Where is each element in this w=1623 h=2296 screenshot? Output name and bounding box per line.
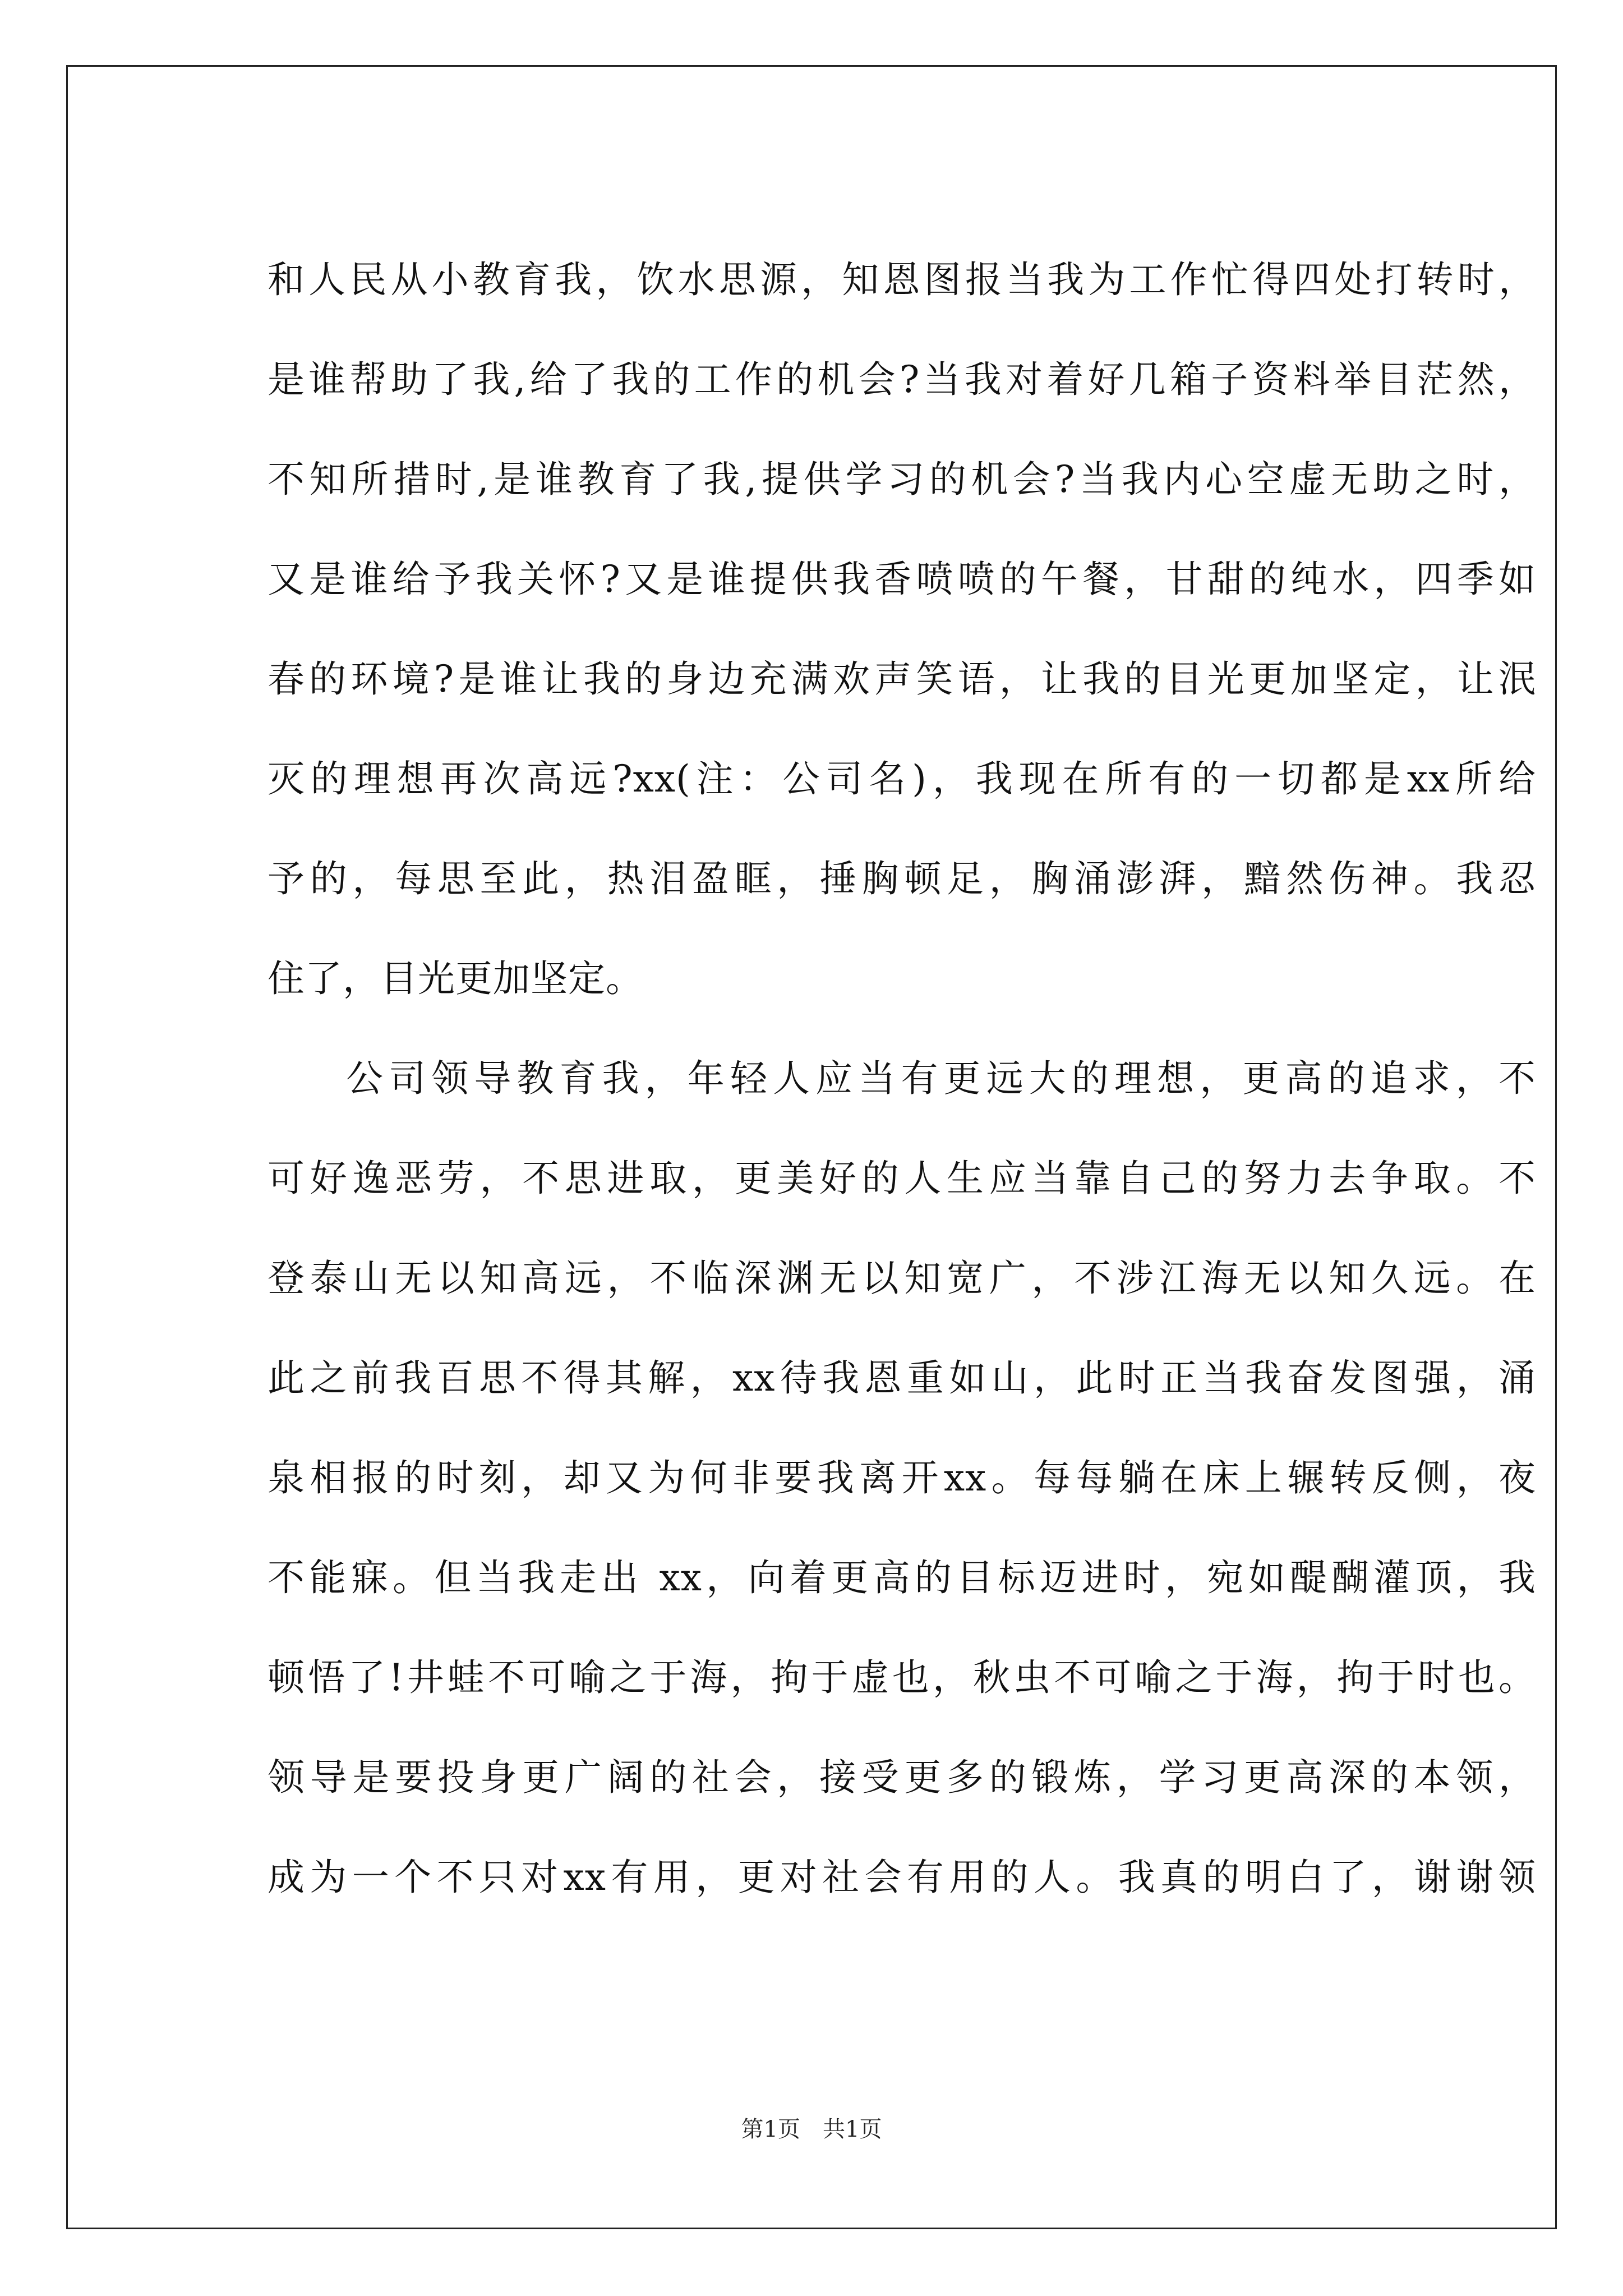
text-line: 予的，每思至此，热泪盈眶，捶胸顿足，胸涌澎湃，黯然伤神。我忍 bbox=[268, 857, 1536, 900]
text-line: 灭的理想再次高远?xx(注：公司名)，我现在所有的一切都是xx所给 bbox=[268, 757, 1536, 800]
text-line: 和人民从小教育我，饮水思源，知恩图报当我为工作忙得四处打转时， bbox=[268, 258, 1536, 301]
text-line: 又是谁给予我关怀?又是谁提供我香喷喷的午餐，甘甜的纯水，四季如 bbox=[268, 558, 1536, 601]
text-line: 春的环境?是谁让我的身边充满欢声笑语，让我的目光更加坚定，让泯 bbox=[268, 657, 1536, 701]
text-line: 成为一个不只对xx有用，更对社会有用的人。我真的明白了，谢谢领 bbox=[268, 1856, 1536, 1899]
text-line: 可好逸恶劳，不思进取，更美好的人生应当靠自己的努力去争取。不 bbox=[268, 1157, 1536, 1200]
document-body bbox=[268, 67, 1536, 2228]
text-line: 不知所措时,是谁教育了我,提供学习的机会?当我内心空虚无助之时， bbox=[268, 458, 1536, 501]
paragraph-start-line: 公司领导教育我，年轻人应当有更远大的理想，更高的追求，不 bbox=[346, 1057, 1536, 1100]
text-line: 泉相报的时刻，却又为何非要我离开xx。每每躺在床上辗转反侧，夜 bbox=[268, 1456, 1536, 1499]
text-line: 领导是要投身更广阔的社会，接受更多的锻炼，学习更高深的本领， bbox=[268, 1756, 1536, 1799]
page-footer: 第1页 共1页 bbox=[741, 2116, 882, 2142]
page-frame bbox=[66, 65, 1557, 2229]
text-line: 不能寐。但当我走出 xx，向着更高的目标迈进时，宛如醍醐灌顶，我 bbox=[268, 1556, 1536, 1599]
text-line: 是谁帮助了我,给了我的工作的机会?当我对着好几箱子资料举目茫然， bbox=[268, 358, 1536, 401]
text-line: 此之前我百思不得其解，xx待我恩重如山，此时正当我奋发图强，涌 bbox=[268, 1356, 1536, 1400]
text-line: 住了，目光更加坚定。 bbox=[268, 957, 643, 1000]
text-line: 登泰山无以知高远，不临深渊无以知宽广，不涉江海无以知久远。在 bbox=[268, 1257, 1536, 1300]
text-line: 顿悟了!井蛙不可喻之于海，拘于虚也，秋虫不可喻之于海，拘于时也。 bbox=[268, 1656, 1536, 1699]
